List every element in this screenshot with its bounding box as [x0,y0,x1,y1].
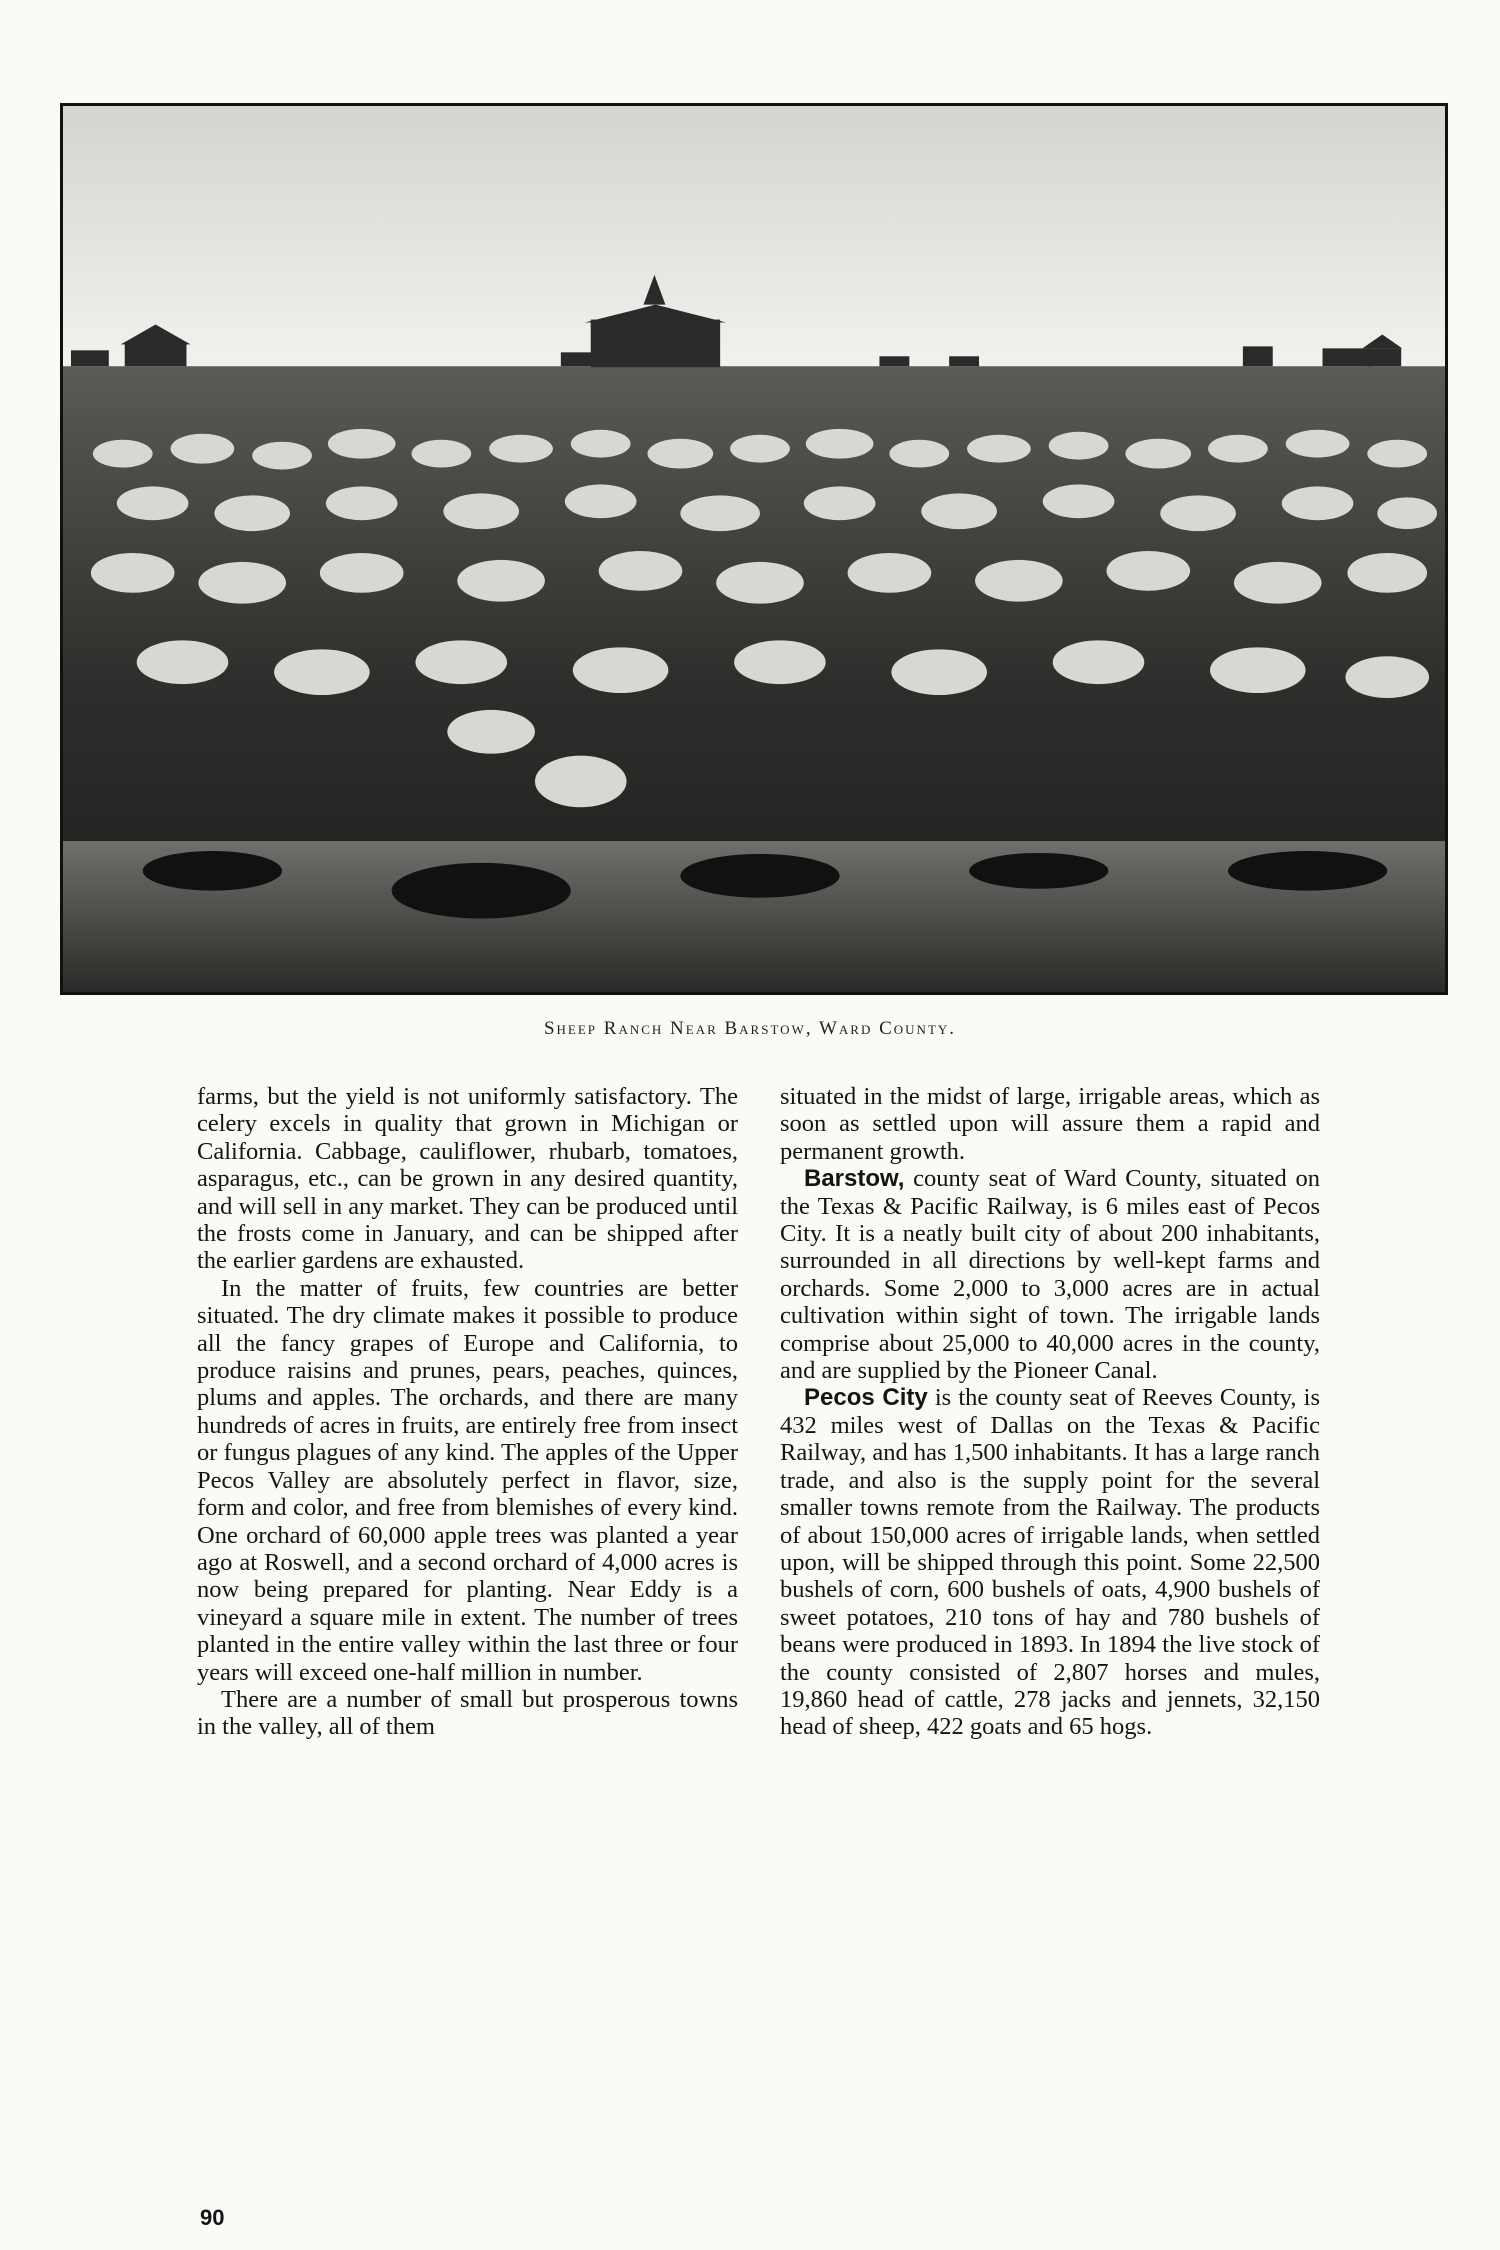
sky [63,106,1445,374]
right-column [780,1083,1320,1741]
left-column [197,1083,738,1741]
paragraph-situated: situated in the midst of large, irrigable areas, which as soon as settled upon will assure them a rapid and permanent growth. [780,1083,1320,1165]
sheep-ranch-photo [60,103,1448,995]
pecos-city-heading: Pecos City [804,1384,928,1412]
photo-caption: Sheep Ranch Near Barstow, Ward County. [543,1018,957,1039]
paragraph-fruits: In the matter of fruits, few countries are better situated. The dry climate makes it possible to produce all the fancy grapes of Europe and California, to produce raisins and prunes, pears, peaches, quinces, plums and apples. The orchards, and there are many hundreds of acres in fruits, are entirely free from insect or fungus plagues of any kind. The apples of the Upper Pecos Valley are absolutely perfect in flavor, size, form and color, and free from blemishes of every kind. One orchard of 60,000 apple trees was planted a year ago at Roswell, and a second orchard of 4,000 acres is now being prepared for planting. Near Eddy is a vineyard a square mile in extent. The number of trees planted in the entire valley within the last three or four years will exceed one-half million in number. [197,1274,738,1686]
paragraph-farms: farms, but the yield is not uniformly satisfactory. The celery excels in quality that grown in Michigan or California. Cabbage, cauliflower, rhubarb, tomatoes, asparagus, etc., can be grown in any desired quantity, and will sell in any market. They can be produced until the frosts come in January, and can be shipped after the earlier gardens are exhausted. [197,1083,738,1275]
pecos-city-text: is the county seat of Reeves County, is 432 miles west of Dallas on the Texas & Pacific Railway, and has 1,500 inhabitants. It has a large ranch trade, and also is the supply point for the several smaller towns remote from the Railway. The products of about 150,000 acres of irrigable lands, when settled upon, will be shipped through this point. Some 22,500 bushels of corn, 600 bushels of oats, 4,900 bushels of sweet potatoes, 210 tons of hay and 780 bushels of beans were produced in 1893. In 1894 the live stock of the county consisted of 2,807 horses and mules, 19,860 head of cattle, 278 jacks and jennets, 32,150 head of sheep, 422 goats and 65 hogs. [780,1384,1321,1741]
paragraph-pecos-city [780,1384,1320,1740]
paragraph-barstow [780,1165,1320,1384]
barstow-text: county seat of Ward County, situated on the Texas & Pacific Railway, is 6 miles east of Pecos City. It is a neatly built city of about 200 inhabitants, surrounded in all directions by well-kept farms and orchards. Some 2,000 to 3,000 acres are in actual cultivation within sight of town. The irrigable lands comprise about 25,000 to 40,000 acres in the county, and are supplied by the Pioneer Canal. [780,1165,1320,1385]
barstow-heading: Barstow, [804,1165,905,1193]
sheep-ranch-illustration [63,106,1445,992]
page-number: 90 [200,2205,225,2230]
paragraph-towns: There are a number of small but prosperous towns in the valley, all of them [197,1685,738,1741]
